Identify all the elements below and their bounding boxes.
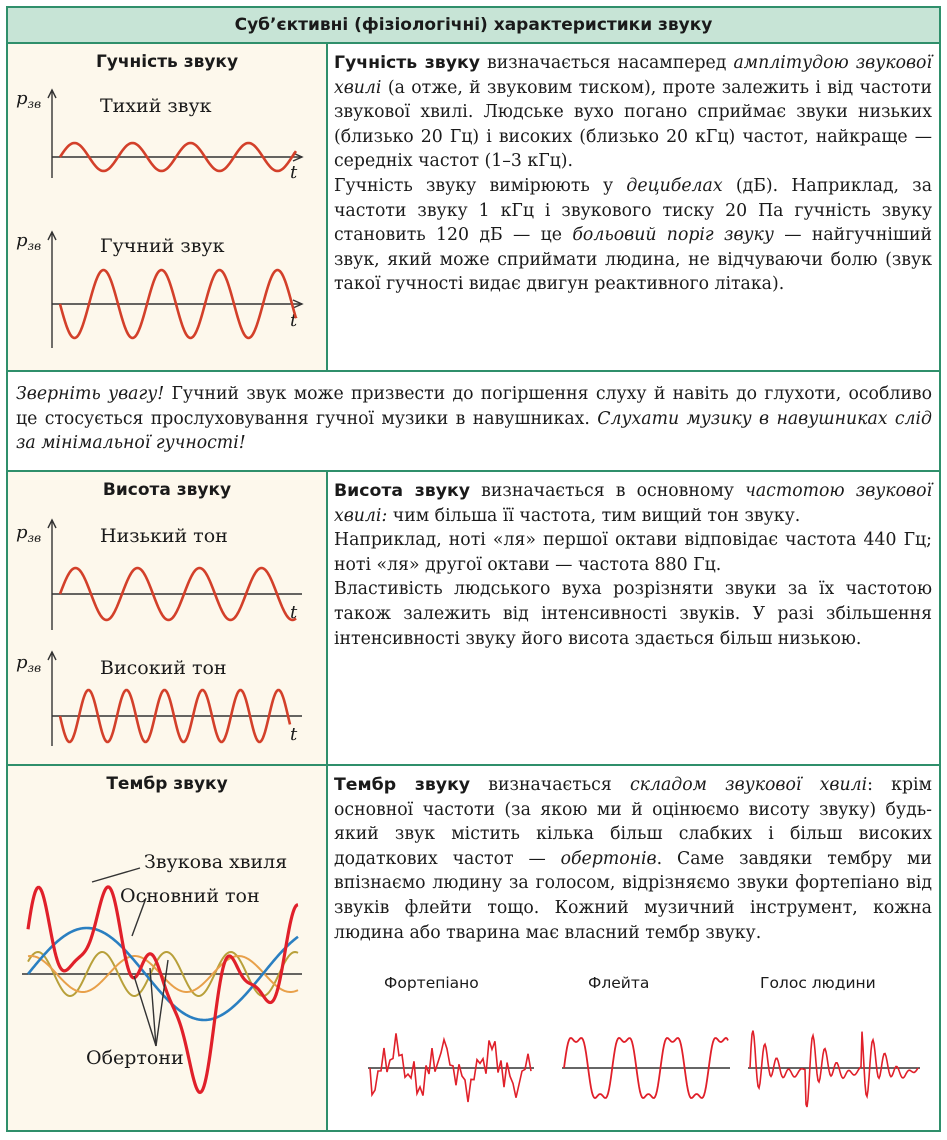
column-divider [326,44,328,370]
svg-text:pзв: $p_{зв}$ [16,230,42,253]
time-axis-label: t [290,602,298,623]
pressure-axis-label: p [16,522,28,543]
overtones-label: Обертони [86,1047,184,1069]
sound-characteristics-table [6,6,941,1132]
timbre-composition-graph [8,798,326,1098]
high-tone-graph [8,642,326,762]
fundamental-tone-label: Основний тон [120,885,260,907]
quiet-sound-graph [8,78,326,198]
loud-sound-label: Гучний звук [100,235,225,257]
time-axis-label: t [290,310,298,331]
svg-text:pзв: $p_{зв}$ [16,522,42,545]
time-axis-label: t [290,162,298,183]
timbre-heading: Тембр звуку [106,774,228,794]
row-divider [8,370,939,372]
instrument-timbre-examples [334,968,932,1128]
quiet-sound-label: Тихий звук [100,95,212,117]
pitch-heading: Висота звуку [102,480,232,500]
loudness-heading: Гучність звуку [95,52,239,72]
attention-note: Зверніть увагу! Гучний звук може призвести до погіршення слуху й навіть до глухоти, особливо це стосується прослуховування гучної музики в навушниках. Слухати музику в навушниках слід за мінімальної гучності! [16,384,933,454]
pressure-axis-label: p [16,230,28,251]
row-divider [8,470,939,472]
sound-wave-label: Звукова хвиля [144,851,288,873]
flute-label: Флейта [588,974,650,992]
table-title: Суб’єктивні (фізіологічні) характеристики звуку [8,8,939,44]
pitch-description: Висота звуку визначається в основному частотою звукової хвилі: чим більша її частота, тим вищий тон звуку. Наприклад, ноті «ля» першої октави відповідає частота 440 Гц; ноті «ля» другої октави — частота 880 Гц. Властивість людського вуха розрізняти звуки за їх частотою також залежить від інтенсивності звуків. У разі збільшення інтенсивності звуку його висота здається більш низькою. [334,481,933,649]
human-voice-label: Голос людини [760,974,876,992]
row-divider [8,764,939,766]
pressure-axis-label: p [16,652,28,673]
loudness-description: Гучність звуку визначається насамперед амплітудою звукової хвилі (а отже, й звуковим тиском), проте залежить і від частоти звукової хвилі. Людське вухо погано сприймає звуки низьких (близько 20 Гц) і високих (близько 20 кГц) частот, найкраще — середніх частот (1–3 кГц). Гучність звуку вимірюють у децибелах (дБ). Наприклад, за частоти звуку 1 кГц і звукового тиску 20 Па гучність звуку становить 120 дБ — це больовий поріг звуку — найгучніший звук, який може сприймати людина, не відчуваючи болю (звук такої гучності видає двигун реактивного літака). [334,53,932,295]
svg-text:pзв: $p_{зв}$ [16,652,42,675]
timbre-description: Тембр звуку визначається складом звукової хвилі: крім основної частоти (за якою ми й оцінюємо висоту звуку) будь-який звук містить кілька більш слабких і більш високих додаткових частот — обертонів. Саме завдяки тембру ми впізнаємо людину за голосом, відрізняємо звуки фортепіано від звуків флейти тощо. Кожний музичний інструмент, кожна людина або тварина має власний тембр звуку. [334,775,932,943]
voice-waveform [750,1031,918,1107]
high-tone-label: Високий тон [100,657,227,679]
loud-sound-graph [8,220,326,360]
low-tone-graph [8,506,326,636]
low-tone-label: Низький тон [100,525,228,547]
pressure-axis-label: p [16,88,28,109]
time-axis-label: t [290,724,298,745]
piano-label: Фортепіано [384,974,479,992]
column-divider [326,766,328,1130]
svg-text:pзв: $p_{зв}$ [16,88,42,111]
column-divider [326,472,328,764]
